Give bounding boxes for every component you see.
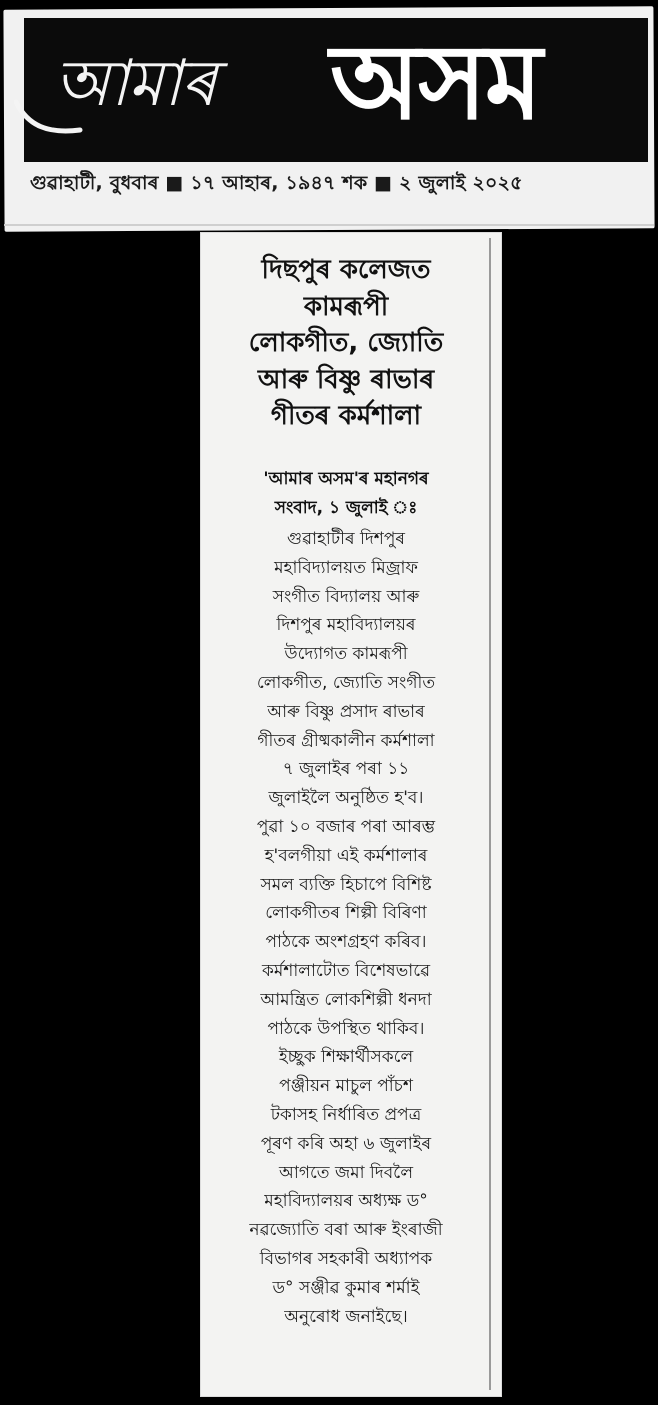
article-byline [206,465,486,523]
body-line: বিভাগৰ সহকাৰী অধ্যাপক [259,1248,433,1269]
body-line: ড° সঞ্জীৱ কুমাৰ শৰ্মাই [272,1277,420,1298]
headline-line: আৰু বিষ্ণু ৰাভাৰ [257,364,435,395]
body-line: পাঠকে অংশগ্ৰহণ কৰিব। [265,932,427,953]
logo-axom: অসম [330,21,541,143]
article-body [206,525,486,1331]
body-line: সংগীত বিদ্যালয় আৰু [272,586,420,607]
body-line: উদ্যোগত কামৰূপী [284,644,408,665]
masthead-divider [4,224,654,226]
body-line: আগতে জমা দিবলৈ [278,1162,413,1183]
body-line: মহাবিদ্যালয়ৰ অধ্যক্ষ ড° [264,1191,428,1212]
body-line: পূৰণ কৰি অহা ৬ জুলাইৰ [260,1133,432,1154]
body-line: পুৱা ১০ বজাৰ পৰা আৰম্ভ [256,816,436,837]
headline-line: দিছপুৰ কলেজত [261,255,431,285]
headline-line: কামৰূপী [303,291,389,322]
body-line: জুলাইলৈ অনুষ্ঠিত হ'ব। [268,788,424,809]
body-line: কৰ্মশালাটোত বিশেষভাৱে [261,960,431,981]
body-line: লোকগীতৰ শিল্পী বিৰিণা [265,903,427,924]
body-line: পাঠকে উপস্থিত থাকিব। [267,1018,425,1039]
body-line: আৰু বিষ্ণু প্ৰসাদ ৰাভাৰ [267,701,425,722]
body-line: ৭ জুলাইৰ পৰা ১১ [282,759,410,780]
body-line: ইচ্ছুক শিক্ষাৰ্থীসকলে [278,1047,414,1068]
dateline: গুৱাহাটী, বুধবাৰ ■ ১৭ আহাৰ, ১৯৪৭ শক ■ ২ জুলাই ২০২৫ [30,172,523,194]
body-line: গীতৰ গ্ৰীষ্মকালীন কৰ্মশালা [257,730,435,751]
body-line: আমন্ত্ৰিত লোকশিল্পী ধনদা [260,989,432,1010]
byline-line: 'আমাৰ অসম'ৰ মহানগৰ [263,469,429,489]
body-line: লোকগীত, জ্যোতি সংগীত [256,672,436,693]
body-line: নৱজ্যোতি বৰা আৰু ইংৰাজী [249,1220,443,1241]
body-line: মহাবিদ্যালয়ত মিজ্ৰাফ [274,557,418,578]
headline-line: লোকগীত, জ্যোতি [248,328,444,358]
body-line: পঞ্জীয়ন মাচুল পাঁচশ [279,1076,413,1097]
body-line: গুৱাহাটীৰ দিশপুৰ [287,529,405,549]
logo-amar: আমাৰ [54,47,216,121]
body-line: হ'বলগীয়া এই কৰ্মশালাৰ [264,845,428,866]
body-line: সমল ব্যক্তি হিচাপে বিশিষ্ট [260,874,432,895]
body-line: টকাসহ নিৰ্ধাৰিত প্ৰপত্ৰ [270,1104,422,1125]
headline-line: গীতৰ কৰ্মশালা [270,401,422,431]
byline-line: সংবাদ, ১ জুলাই ঃ [274,498,418,518]
column-rule [489,238,491,1390]
body-line: দিশপুৰ মহাবিদ্যালয়ৰ [276,615,416,636]
article-headline [206,252,486,435]
body-line: অনুৰোধ জনাইছে। [284,1306,408,1327]
